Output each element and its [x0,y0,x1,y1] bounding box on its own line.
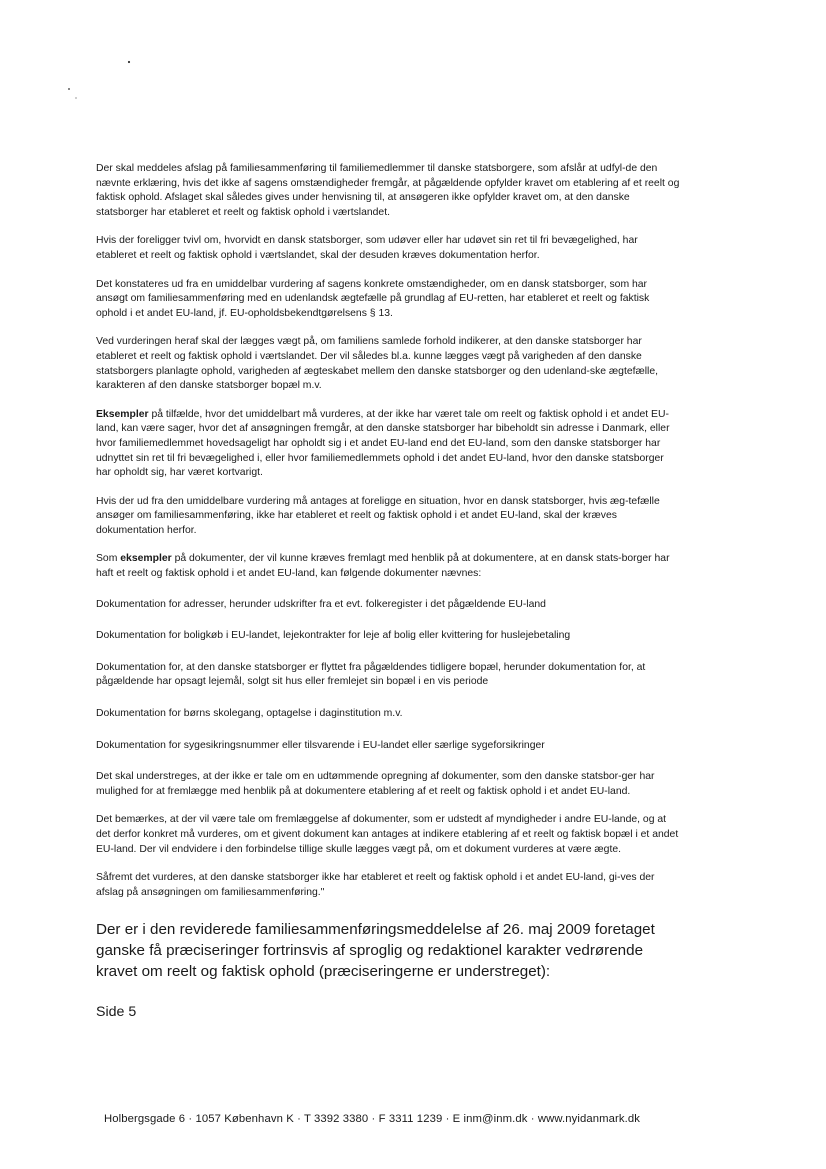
scan-speck [75,97,76,98]
footer-address: Holbergsgade 6 · 1057 København K · T 3392 3380 · F 3311 1239 · E inm@inm.dk · www.nyidanmark.dk [104,1113,640,1125]
examples-lead: Eksempler [96,408,149,420]
paragraph: Hvis der foreligger tvivl om, hvorvidt en dansk statsborger, som udøver eller har udøvet sin ret til fri bevægelighed, har etableret et reelt og faktisk ophold i værtslandet, skal der desuden kræves dokumentation herfor. [96,235,638,261]
documents-intro-pre: Som [96,553,121,565]
closing-paragraph: Såfremt det vurderes, at den danske statsborger ikke har etableret et reelt og faktisk ophold i et andet EU-land, gi-ves der afslag på ansøgningen om familiesammenføring." [96,872,655,898]
documents-intro [96,552,680,581]
scan-speck [68,88,70,90]
document-item: Dokumentation for adresser, herunder udskrifter fra et evt. folkeregister i det pågældende EU-land [96,598,546,610]
scan-specks [0,0,826,120]
page-label: Side 5 [96,1004,137,1021]
document-item: Dokumentation for boligkøb i EU-landet, lejekontrakter for leje af bolig eller kvittering for huslejebetaling [96,630,571,642]
closing-paragraph: Det bemærkes, at der vil være tale om fremlæggelse af dokumenter, som er udstedt af myndigheder i andre EU-lande, og at det derfor konkret må vurderes, om et givent dokument kan antages at indikere etablering af et reelt og faktisk bopæl i et andet EU-land. Der vil endvidere i den forbindelse tillige skulle lægges vægt på, om et dokument vurderes at være ægte. [96,814,679,855]
paragraph: Der skal meddeles afslag på familiesammenføring til familiemedlemmer til danske statsborgere, som afslår at udfyl-de den nævnte erklæring, hvis det ikke af sagens omstændigheder fremgår, at pågældende opfylder kravet om etablering af et reelt og faktisk ophold. Afslaget skal således gives under henvisning til, at ansøgeren ikke opfylder kravet om, at den danske statsborger har etableret et reelt og faktisk ophold i værtslandet. [96,163,680,218]
documents-intro-bold: eksempler [120,553,172,565]
document-item: Dokumentation for, at den danske statsborger er flyttet fra pågældendes tidligere bopæl, herunder dokumentation for, at pågældende har opsagt lejemål, solgt sit hus eller fremlejet sin bopæl i en vis periode [96,661,646,688]
doubt-paragraph: Hvis der ud fra den umiddelbare vurdering må antages at foreligge en situation, hvor en dansk statsborger, hvis æg-tefælle ansøger om familiesammenføring, ikke har etableret et reelt og faktisk ophold i et andet EU-land, skal der kræves dokumentation herfor. [96,495,660,536]
paragraph: Det konstateres ud fra en umiddelbar vurdering af sagens konkrete omstændigheder, om en dansk statsborger, som har ansøgt om familiesammenføring med en udenlandsk ægtefælle på grundlag af EU-retten, har etableret et reelt og faktisk ophold i et andet EU-land, jf. EU-opholdsbekendtgørelsens § 13. [96,278,650,319]
closing-paragraph: Det skal understreges, at der ikke er tale om en udtømmende opregning af dokumenter, som den danske statsbor-ger har mulighed for at fremlægge med henblik på at dokumentere etablering af et reelt og faktisk ophold i et andet EU-land. [96,771,655,797]
document-body [96,162,680,1020]
document-item: Dokumentation for sygesikringsnummer eller tilsvarende i EU-landet eller særlige sygeforsikringer [96,739,545,751]
document-item: Dokumentation for børns skolegang, optagelse i daginstitution m.v. [96,708,403,720]
paragraph: Ved vurderingen heraf skal der lægges vægt på, om familiens samlede forhold indikerer, at den danske statsborger har etableret et reelt og faktisk ophold i værtslandet. Der vil således bl.a. kunne lægges vægt på varigheden af den danske statsborgers planlagte ophold, varigheden af ægteskabet mellem den danske statsborger og den udenland-ske ægtefælle, karakteren af den danske statsborger bopæl m.v. [96,336,659,392]
revised-paragraph: Der er i den reviderede familiesammenføringsmeddelelse af 26. maj 2009 foretaget ganske få præciseringer fortrinsvis af sproglig og redaktionel karakter vedrørende kravet om reelt og faktisk ophold (præciseringerne er understreget): [96,921,655,981]
documents-intro-post: på dokumenter, der vil kunne kræves fremlagt med henblik på at dokumentere, at en dansk stats-borger har haft et reelt og faktisk ophold i et andet EU-land, kan følgende dokumenter nævnes: [96,553,670,580]
examples-text: på tilfælde, hvor det umiddelbart må vurderes, at der ikke har været tale om reelt og faktisk ophold i et andet EU-land, kan være sager, hvor det af ansøgningen fremgår, at den danske statsborger har bibeholdt sin adresse i Danmark, eller hvor familiemedlemmet hovedsageligt har opholdt sig i et andet EU-land end det EU-land, som den danske statsborger har udnyttet sin ret til fri bevægelighed i, eller hvor familiemedlemmets ophold i det andet EU-land, hvor den danske statsborger har opholdt sig, har været kortvarigt. [96,408,670,479]
examples-paragraph [96,408,680,481]
scan-speck [128,61,130,63]
